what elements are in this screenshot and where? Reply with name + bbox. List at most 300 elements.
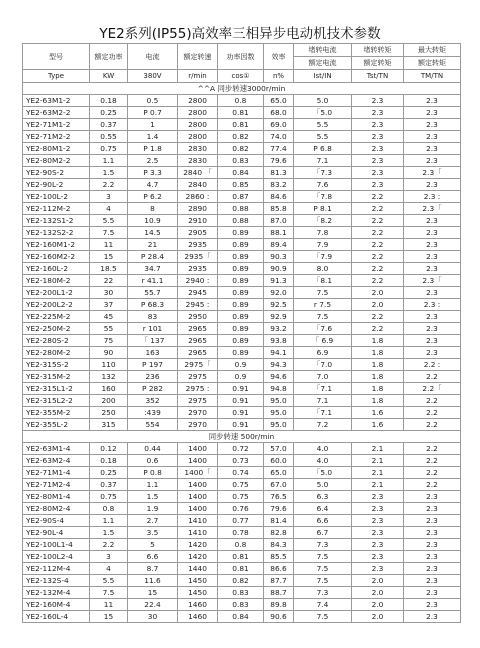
table-row xyxy=(23,299,461,311)
table-cell: 2.3 xyxy=(404,179,461,191)
table-cell: 2.0 xyxy=(352,287,404,299)
table-cell: 0.81 xyxy=(218,551,264,563)
table-cell: 0.18 xyxy=(90,95,128,107)
table-cell: 1450 xyxy=(178,575,218,587)
table-cell: 2.3 xyxy=(352,143,404,155)
table-cell: 2.3 xyxy=(404,599,461,611)
table-cell: 11 xyxy=(90,239,128,251)
table-cell: 2.2 xyxy=(404,479,461,491)
table-row xyxy=(23,191,461,203)
table-cell: 2830 xyxy=(178,143,218,155)
table-cell: r 7.5 xyxy=(294,299,352,311)
table-cell: 2.2 xyxy=(404,467,461,479)
table-cell: 1.5 xyxy=(128,491,178,503)
table-cell: 1410 xyxy=(178,515,218,527)
header-locked-current: 堵转电流 xyxy=(294,44,352,57)
table-cell: 1.1 xyxy=(128,479,178,491)
table-cell: 2.2 xyxy=(352,263,404,275)
table-cell: 2.3 xyxy=(404,611,461,623)
table-cell: 0.89 xyxy=(218,299,264,311)
table-cell: 2.3「 xyxy=(404,167,461,179)
table-cell: 0.77 xyxy=(218,515,264,527)
table-cell: 7.5 xyxy=(90,587,128,599)
table-cell: YE2-63M2-4 xyxy=(23,455,90,467)
table-cell: r 41.1 xyxy=(128,275,178,287)
table-cell: YE2-160L-2 xyxy=(23,263,90,275)
table-cell: 1400 xyxy=(178,479,218,491)
header-unit-cos: cos① xyxy=(218,70,264,83)
table-cell: 163 xyxy=(128,347,178,359)
table-cell: P 1.8 xyxy=(128,143,178,155)
table-cell: YE2-250M-2 xyxy=(23,323,90,335)
table-row xyxy=(23,491,461,503)
table-cell: 2.2 xyxy=(352,239,404,251)
table-cell: 88.1 xyxy=(264,227,294,239)
table-row xyxy=(23,107,461,119)
table-cell: 67.0 xyxy=(264,479,294,491)
table-cell: 0.81 xyxy=(218,119,264,131)
table-cell: 2.0 xyxy=(352,587,404,599)
table-cell: 2.3 xyxy=(404,551,461,563)
table-cell: r 101 xyxy=(128,323,178,335)
table-cell: 15 xyxy=(90,251,128,263)
table-cell: 2975 : xyxy=(178,383,218,395)
header-locked-torque: 堵转转矩 xyxy=(352,44,404,57)
table-cell: 2.3「 xyxy=(404,203,461,215)
table-cell: 110 xyxy=(90,359,128,371)
table-cell: 0.73 xyxy=(218,455,264,467)
table-cell: YE2-71M2-2 xyxy=(23,131,90,143)
table-cell: 87.7 xyxy=(264,575,294,587)
table-cell: 2.2 xyxy=(352,227,404,239)
table-cell: 45 xyxy=(90,311,128,323)
table-row xyxy=(23,539,461,551)
table-cell: 「7.0 xyxy=(294,359,352,371)
table-cell: 2.3 xyxy=(352,95,404,107)
table-cell: 2.1 xyxy=(352,455,404,467)
table-cell: 0.8 xyxy=(90,503,128,515)
table-cell: 0.75 xyxy=(218,479,264,491)
table-cell: 「 6.9 xyxy=(294,335,352,347)
table-cell: 0.18 xyxy=(90,455,128,467)
table-cell: 2.3 xyxy=(404,311,461,323)
table-row xyxy=(23,95,461,107)
header-rated-torque-2: 额定转矩 xyxy=(404,57,461,70)
table-cell: 21 xyxy=(128,239,178,251)
table-cell: 68.0 xyxy=(264,107,294,119)
table-cell: 82.8 xyxy=(264,527,294,539)
table-cell: YE2-225M-2 xyxy=(23,311,90,323)
header-power: 额定功率 xyxy=(90,44,128,70)
table-cell: 315 xyxy=(90,419,128,431)
table-cell: 3 xyxy=(90,191,128,203)
table-cell: 76.5 xyxy=(264,491,294,503)
table-cell: YE2-355M-2 xyxy=(23,407,90,419)
table-cell: YE2-80M2-4 xyxy=(23,503,90,515)
table-cell: 1.8 xyxy=(352,371,404,383)
table-cell: 2.0 xyxy=(352,611,404,623)
table-cell: 0.55 xyxy=(90,131,128,143)
table-cell: P 6.2 xyxy=(128,191,178,203)
table-cell: 0.91 xyxy=(218,395,264,407)
table-row xyxy=(23,335,461,347)
section-label: ^^A 同步转速3000r/min xyxy=(23,83,461,95)
table-cell: 2830 xyxy=(178,155,218,167)
table-cell: 5.5 xyxy=(90,215,128,227)
table-cell: 2.3 xyxy=(404,539,461,551)
table-cell: 0.82 xyxy=(218,143,264,155)
table-cell: 0.12 xyxy=(90,443,128,455)
table-cell: 6.7 xyxy=(294,527,352,539)
table-cell: 2.1 xyxy=(352,443,404,455)
table-cell: 160 xyxy=(90,383,128,395)
table-cell: 「5.0 xyxy=(294,467,352,479)
table-cell: 2935「 xyxy=(178,251,218,263)
table-cell: 85.5 xyxy=(264,551,294,563)
table-cell: 37 xyxy=(90,299,128,311)
table-cell: 1 xyxy=(128,119,178,131)
table-cell: 94.8 xyxy=(264,383,294,395)
table-cell: 0.5 xyxy=(128,95,178,107)
table-cell: YE2-280S-2 xyxy=(23,335,90,347)
table-cell: 77.4 xyxy=(264,143,294,155)
table-cell: 94.1 xyxy=(264,347,294,359)
header-unit-eff: n% xyxy=(264,70,294,83)
table-cell: 132 xyxy=(90,371,128,383)
table-row xyxy=(23,215,461,227)
table-cell: 7.6 xyxy=(294,179,352,191)
table-cell: 0.89 xyxy=(218,227,264,239)
table-cell: 2.3 xyxy=(352,515,404,527)
table-cell: YE2-80M2-2 xyxy=(23,155,90,167)
table-cell: 0.82 xyxy=(218,131,264,143)
table-cell: 2.3 xyxy=(352,119,404,131)
table-cell: 6.6 xyxy=(294,515,352,527)
table-cell: 1.8 xyxy=(352,335,404,347)
table-cell: 93.8 xyxy=(264,335,294,347)
table-cell: 7.5 xyxy=(294,611,352,623)
table-cell: YE2-160L-4 xyxy=(23,611,90,623)
table-cell: 2970 xyxy=(178,419,218,431)
table-row xyxy=(23,347,461,359)
table-cell: YE2-71M1-2 xyxy=(23,119,90,131)
table-cell: 236 xyxy=(128,371,178,383)
table-cell: YE2-100L2-4 xyxy=(23,551,90,563)
table-cell: 7.5 xyxy=(294,287,352,299)
table-cell: 「7.9 xyxy=(294,251,352,263)
table-row xyxy=(23,239,461,251)
table-cell: 2.3 xyxy=(404,155,461,167)
table-cell: 7.2 xyxy=(294,419,352,431)
table-cell: 0.83 xyxy=(218,599,264,611)
table-cell: 3.5 xyxy=(128,527,178,539)
table-row xyxy=(23,563,461,575)
table-cell: YE2-355L-2 xyxy=(23,419,90,431)
table-cell: YE2-71M1-4 xyxy=(23,467,90,479)
header-unit-tst: Tst/TN xyxy=(352,70,404,83)
header-max-torque: 最大转矩 xyxy=(404,44,461,57)
table-cell: YE2-200L2-2 xyxy=(23,299,90,311)
table-cell: YE2-315S-2 xyxy=(23,359,90,371)
table-cell: 15 xyxy=(90,611,128,623)
table-cell: YE2-315L1-2 xyxy=(23,383,90,395)
header-unit-rpm: r/min xyxy=(178,70,218,83)
table-cell: 0.81 xyxy=(218,563,264,575)
table-cell: 2.3 xyxy=(352,167,404,179)
table-cell: 7.3 xyxy=(294,539,352,551)
table-cell: 1420 xyxy=(178,539,218,551)
table-row xyxy=(23,179,461,191)
table-cell: 2.3 xyxy=(404,263,461,275)
table-cell: 0.89 xyxy=(218,335,264,347)
page-title: YE2系列(IP55)高效率三相异步电动机技术参数 xyxy=(99,26,381,42)
table-cell: 2.2 xyxy=(352,275,404,287)
table-cell: 2935 xyxy=(178,263,218,275)
table-cell: 「7.1 xyxy=(294,407,352,419)
table-cell: 90.9 xyxy=(264,263,294,275)
table-cell: 0.25 xyxy=(90,107,128,119)
table-cell: 14.5 xyxy=(128,227,178,239)
table-cell: 57.0 xyxy=(264,443,294,455)
table-cell: 2.3 xyxy=(404,503,461,515)
table-row xyxy=(23,131,461,143)
table-cell: 2.3 xyxy=(404,491,461,503)
table-cell: 2800 xyxy=(178,131,218,143)
table-cell: YE2-180M-2 xyxy=(23,275,90,287)
table-cell: 「7.1 xyxy=(294,383,352,395)
header-unit-type: Type xyxy=(23,70,90,83)
table-row xyxy=(23,167,461,179)
table-cell: 15 xyxy=(128,587,178,599)
table-cell: 2.3 xyxy=(352,539,404,551)
table-cell: 1.6 xyxy=(352,419,404,431)
table-cell: P 0.7 xyxy=(128,107,178,119)
table-cell: 0.25 xyxy=(90,467,128,479)
header-unit-tm: TM/TN xyxy=(404,70,461,83)
table-cell: 84.3 xyxy=(264,539,294,551)
table-cell: 1.6 xyxy=(352,407,404,419)
table-cell: 83 xyxy=(128,311,178,323)
table-row xyxy=(23,419,461,431)
table-row xyxy=(23,263,461,275)
table-cell: YE2-315M-2 xyxy=(23,371,90,383)
table-cell: 2.3 xyxy=(352,503,404,515)
table-cell: YE2-80M1-4 xyxy=(23,491,90,503)
table-row xyxy=(23,467,461,479)
table-cell: 2.3 xyxy=(404,323,461,335)
header-rated-torque: 额定转矩 xyxy=(352,57,404,70)
table-cell: 6.4 xyxy=(294,503,352,515)
table-cell: YE2-63M2-2 xyxy=(23,107,90,119)
table-cell: 2.3 xyxy=(404,143,461,155)
table-cell: YE2-200L1-2 xyxy=(23,287,90,299)
table-cell: 1460 xyxy=(178,611,218,623)
table-row xyxy=(23,479,461,491)
table-cell: 0.74 xyxy=(218,467,264,479)
table-cell: 7.1 xyxy=(294,395,352,407)
table-cell: 81.3 xyxy=(264,167,294,179)
table-cell: 2.1 xyxy=(352,479,404,491)
table-cell: 2970 xyxy=(178,407,218,419)
table-cell: YE2-90L-4 xyxy=(23,527,90,539)
table-cell: 6.9 xyxy=(294,347,352,359)
table-row xyxy=(23,611,461,623)
table-cell: 2975「 xyxy=(178,359,218,371)
table-cell: 「7.3 xyxy=(294,167,352,179)
table-cell: 0.81 xyxy=(218,107,264,119)
table-cell: 65.0 xyxy=(264,467,294,479)
table-row xyxy=(23,443,461,455)
table-cell: 2.2 xyxy=(352,215,404,227)
table-cell: 2890 xyxy=(178,203,218,215)
table-cell: P 282 xyxy=(128,383,178,395)
table-cell: 5 xyxy=(128,539,178,551)
table-cell: YE2-90S-4 xyxy=(23,515,90,527)
table-cell: 2.2 xyxy=(404,407,461,419)
table-cell: 90.3 xyxy=(264,251,294,263)
header-row-3 xyxy=(23,70,461,83)
table-cell: 1460 xyxy=(178,599,218,611)
table-cell: 2.3 xyxy=(352,179,404,191)
table-cell: 4.7 xyxy=(128,179,178,191)
table-row xyxy=(23,275,461,287)
table-cell: 2.3 xyxy=(404,335,461,347)
table-cell: 0.9 xyxy=(218,371,264,383)
section-row xyxy=(23,431,461,443)
section-label: 同步转速 500r/min xyxy=(23,431,461,443)
header-type: 型号 xyxy=(23,44,90,70)
table-row xyxy=(23,155,461,167)
table-cell: 11.6 xyxy=(128,575,178,587)
table-cell: YE2-90L-2 xyxy=(23,179,90,191)
table-cell: 2935 xyxy=(178,239,218,251)
table-row xyxy=(23,251,461,263)
table-cell: 79.6 xyxy=(264,503,294,515)
table-cell: 60.0 xyxy=(264,455,294,467)
table-cell: 0.9 xyxy=(218,359,264,371)
table-cell: 30 xyxy=(90,287,128,299)
table-cell: 「8.2 xyxy=(294,215,352,227)
table-cell: 0.89 xyxy=(218,239,264,251)
table-cell: 7.8 xyxy=(294,227,352,239)
table-cell: 2.5 xyxy=(128,155,178,167)
table-cell: 0.89 xyxy=(218,275,264,287)
table-cell: 1.4 xyxy=(128,131,178,143)
table-cell: 0.89 xyxy=(218,287,264,299)
table-cell: 2860 : xyxy=(178,191,218,203)
table-cell: 7.3 xyxy=(294,587,352,599)
table-cell: 2.2 xyxy=(90,179,128,191)
table-cell: 2950 xyxy=(178,311,218,323)
table-cell: 7.5 xyxy=(294,575,352,587)
table-cell: 1420 xyxy=(178,551,218,563)
table-cell: 5.5 xyxy=(90,575,128,587)
table-cell: 0.78 xyxy=(218,527,264,539)
table-cell: 0.87 xyxy=(218,191,264,203)
table-cell: 4.0 xyxy=(294,443,352,455)
table-cell: 90.6 xyxy=(264,611,294,623)
table-row xyxy=(23,371,461,383)
table-cell: 2.3 : xyxy=(404,299,461,311)
table-cell: 81.4 xyxy=(264,515,294,527)
table-cell: 92.9 xyxy=(264,311,294,323)
table-cell: YE2-63M1-2 xyxy=(23,95,90,107)
table-cell: P 68.3 xyxy=(128,299,178,311)
table-cell: YE2-132S1-2 xyxy=(23,215,90,227)
table-cell: 2945 : xyxy=(178,299,218,311)
table-cell: YE2-132M-4 xyxy=(23,587,90,599)
table-cell: 95.0 xyxy=(264,419,294,431)
table-cell: YE2-280M-2 xyxy=(23,347,90,359)
table-cell: 69.0 xyxy=(264,119,294,131)
table-cell: 1450 xyxy=(178,587,218,599)
table-cell: 2965 xyxy=(178,335,218,347)
table-cell: 0.75 xyxy=(218,491,264,503)
table-cell: 88.7 xyxy=(264,587,294,599)
table-cell: 2940 : xyxy=(178,275,218,287)
table-cell: 「8.1 xyxy=(294,275,352,287)
table-cell: 65.0 xyxy=(264,95,294,107)
table-cell: 0.88 xyxy=(218,203,264,215)
header-current: 电流 xyxy=(128,44,178,70)
table-cell: 2.2 xyxy=(352,251,404,263)
table-cell: 2.3 xyxy=(404,215,461,227)
table-cell: 7.1 xyxy=(294,155,352,167)
table-cell: 87.0 xyxy=(264,215,294,227)
table-cell: 2.3 xyxy=(404,95,461,107)
table-row xyxy=(23,359,461,371)
table-cell: 0.88 xyxy=(218,215,264,227)
table-cell: 2.3 xyxy=(404,515,461,527)
table-cell: 89.8 xyxy=(264,599,294,611)
table-cell: YE2-80M1-2 xyxy=(23,143,90,155)
table-cell: 2.0 xyxy=(352,599,404,611)
table-cell: 0.37 xyxy=(90,119,128,131)
table-cell: 55 xyxy=(90,323,128,335)
table-cell: 「5.0 xyxy=(294,107,352,119)
table-cell: 0.89 xyxy=(218,311,264,323)
table-cell: YE2-132S2-2 xyxy=(23,227,90,239)
table-cell: 1400「 xyxy=(178,467,218,479)
header-unit-kw: KW xyxy=(90,70,128,83)
table-row xyxy=(23,551,461,563)
table-cell: 2800 xyxy=(178,107,218,119)
table-row xyxy=(23,527,461,539)
table-cell: 1.1 xyxy=(90,155,128,167)
table-cell: 5.5 xyxy=(294,131,352,143)
table-cell: 2.3 xyxy=(404,287,461,299)
table-cell: 1.8 xyxy=(352,359,404,371)
table-cell: 2.3 : xyxy=(404,191,461,203)
table-cell: 2.3 xyxy=(352,527,404,539)
table-cell: 86.6 xyxy=(264,563,294,575)
table-cell: 7.5 xyxy=(294,311,352,323)
table-cell: 2.2「 xyxy=(404,383,461,395)
table-cell: 1400 xyxy=(178,443,218,455)
table-cell: 22 xyxy=(90,275,128,287)
header-row-1 xyxy=(23,44,461,57)
table-cell: 1400 xyxy=(178,491,218,503)
table-row xyxy=(23,143,461,155)
table-cell: 2840 xyxy=(178,179,218,191)
table-cell: 2.2 xyxy=(352,203,404,215)
table-cell: P 6.8 xyxy=(294,143,352,155)
table-cell: 2.3 xyxy=(404,119,461,131)
table-cell: 75 xyxy=(90,335,128,347)
table-cell: YE2-112M-4 xyxy=(23,563,90,575)
table-cell: 83.2 xyxy=(264,179,294,191)
table-cell: 2.3 xyxy=(404,563,461,575)
